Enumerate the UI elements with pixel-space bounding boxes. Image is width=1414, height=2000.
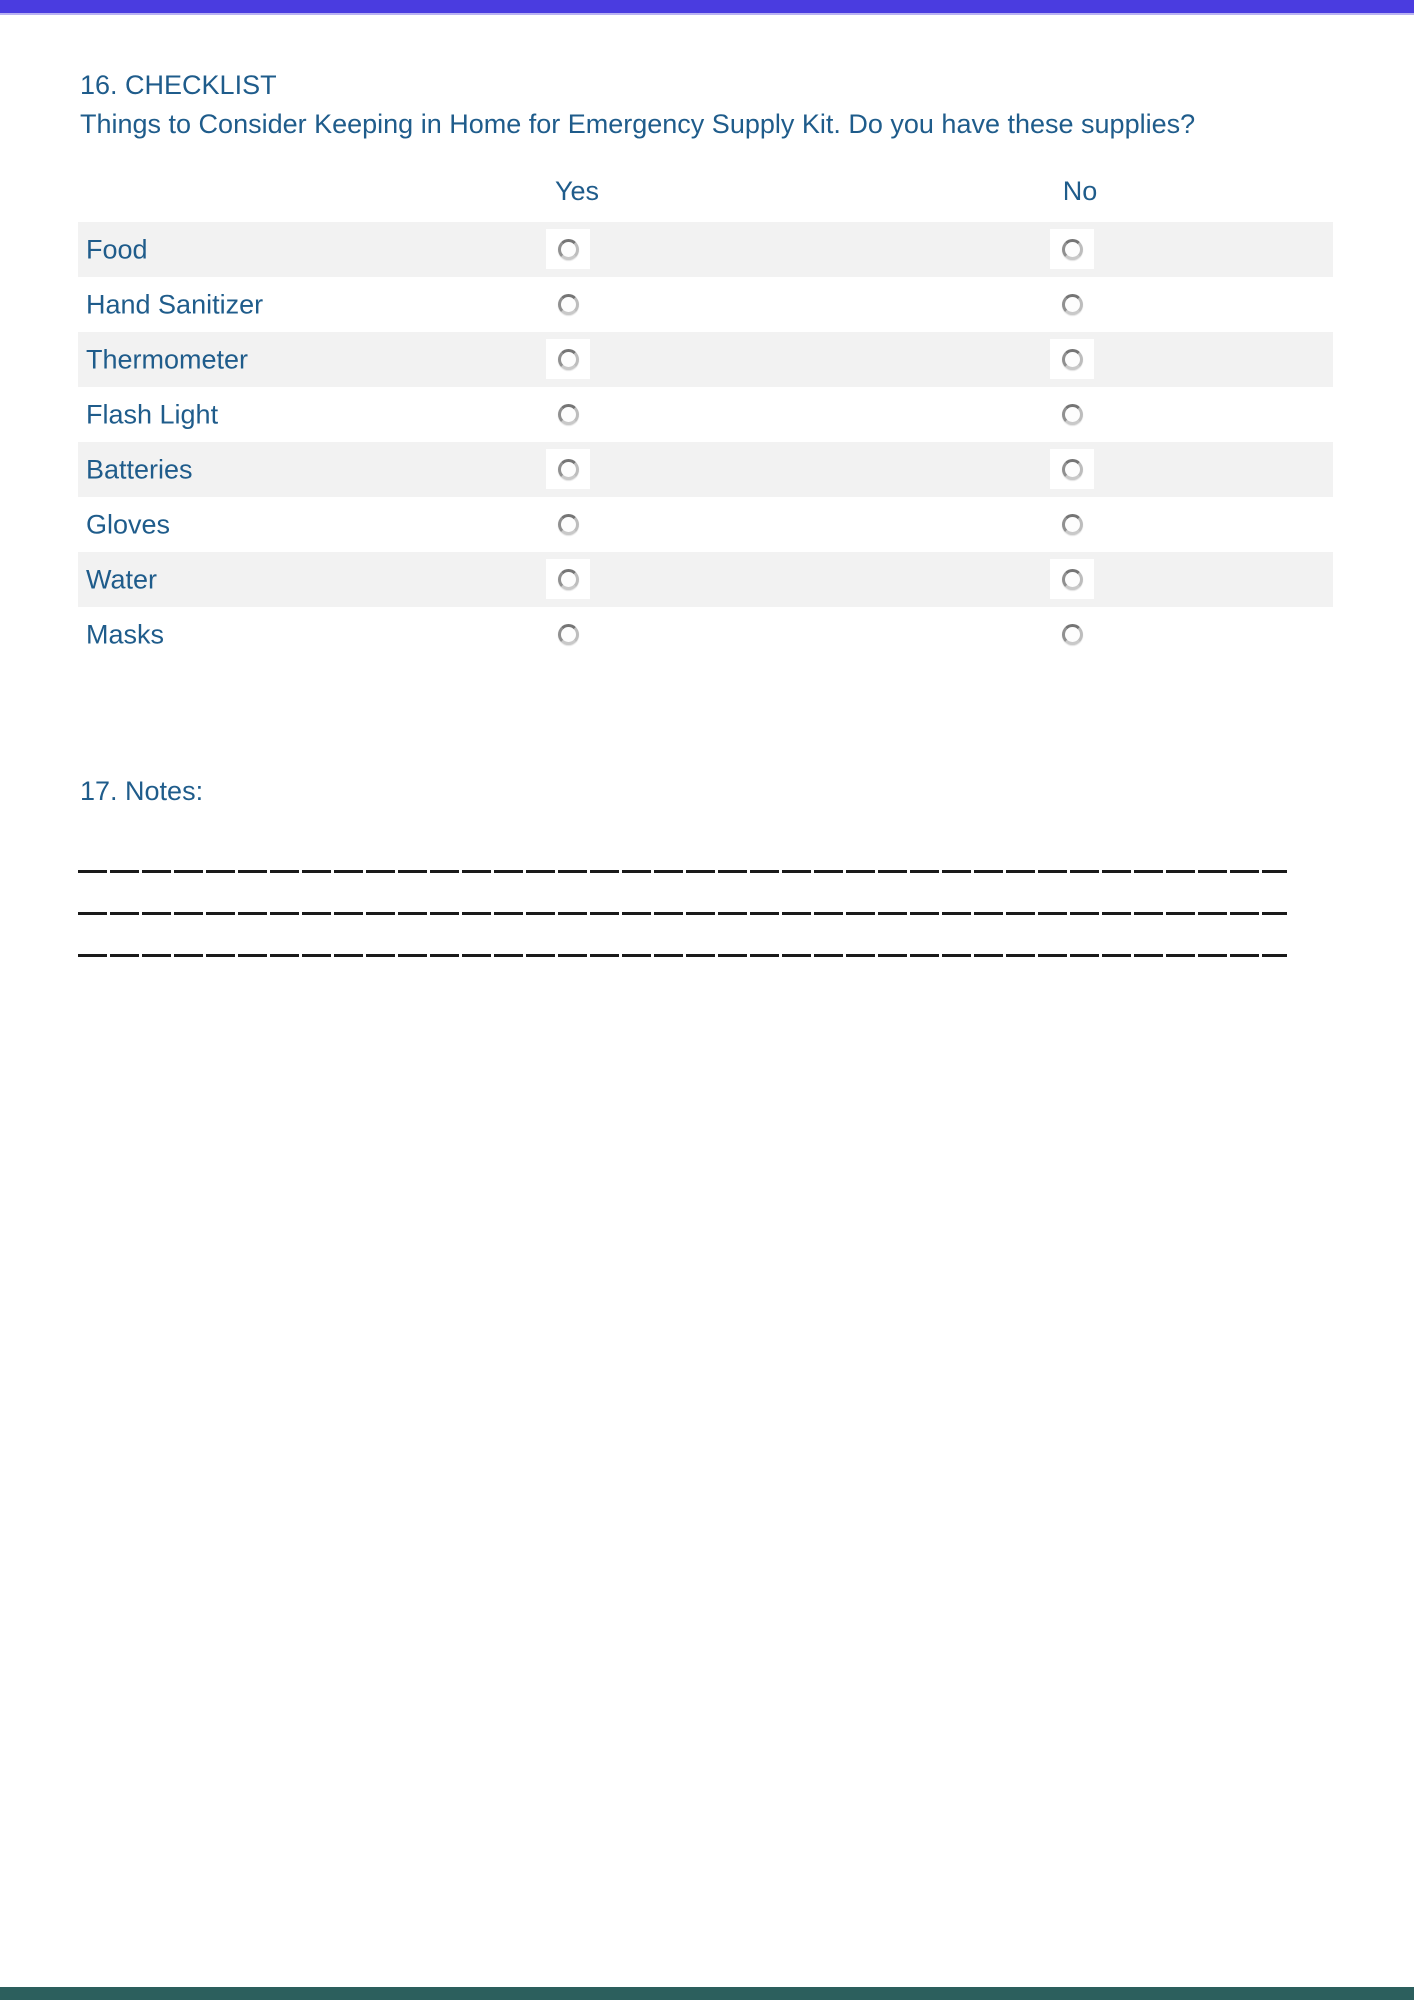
item-label: Gloves xyxy=(86,509,171,539)
table-row xyxy=(78,442,1333,497)
radio-button-icon[interactable] xyxy=(1062,514,1083,535)
notes-lines xyxy=(78,870,1287,996)
item-label: Food xyxy=(86,234,148,264)
bottom-accent-bar xyxy=(0,1987,1414,2000)
radio-yes[interactable] xyxy=(546,394,590,434)
radio-button-icon[interactable] xyxy=(558,514,579,535)
notes-line xyxy=(78,870,1287,873)
radio-button-icon[interactable] xyxy=(1062,459,1083,480)
table-row xyxy=(78,497,1333,552)
radio-yes[interactable] xyxy=(546,504,590,544)
radio-yes[interactable] xyxy=(546,559,590,599)
radio-button-icon[interactable] xyxy=(558,349,579,370)
item-label: Hand Sanitizer xyxy=(86,289,264,319)
table-row xyxy=(78,552,1333,607)
notes-title: 17. Notes: xyxy=(80,776,204,806)
table-row xyxy=(78,332,1333,387)
radio-button-icon[interactable] xyxy=(1062,624,1083,645)
item-label: Masks xyxy=(86,619,165,649)
notes-line xyxy=(78,912,1287,915)
radio-yes[interactable] xyxy=(546,449,590,489)
radio-button-icon[interactable] xyxy=(1062,404,1083,425)
checklist-heading xyxy=(80,66,1195,144)
radio-button-icon[interactable] xyxy=(558,404,579,425)
radio-no[interactable] xyxy=(1050,504,1094,544)
radio-no[interactable] xyxy=(1050,394,1094,434)
radio-yes[interactable] xyxy=(546,614,590,654)
radio-yes[interactable] xyxy=(546,229,590,269)
top-accent-bar xyxy=(0,0,1414,15)
radio-button-icon[interactable] xyxy=(1062,349,1083,370)
item-label: Water xyxy=(86,564,158,594)
radio-no[interactable] xyxy=(1050,449,1094,489)
radio-yes[interactable] xyxy=(546,284,590,324)
radio-button-icon[interactable] xyxy=(558,459,579,480)
radio-no[interactable] xyxy=(1050,229,1094,269)
notes-line xyxy=(78,954,1287,957)
table-header-row xyxy=(78,165,1333,222)
radio-button-icon[interactable] xyxy=(1062,569,1083,590)
radio-button-icon[interactable] xyxy=(1062,294,1083,315)
table-row xyxy=(78,277,1333,332)
column-header-yes: Yes xyxy=(554,176,600,206)
table-row xyxy=(78,607,1333,662)
radio-yes[interactable] xyxy=(546,339,590,379)
radio-button-icon[interactable] xyxy=(1062,239,1083,260)
table-row xyxy=(78,222,1333,277)
item-label: Thermometer xyxy=(86,344,249,374)
checklist-question: Things to Consider Keeping in Home for Emergency Supply Kit. Do you have these supplies? xyxy=(80,109,1196,139)
radio-button-icon[interactable] xyxy=(558,294,579,315)
radio-no[interactable] xyxy=(1050,559,1094,599)
radio-button-icon[interactable] xyxy=(558,569,579,590)
column-header-no: No xyxy=(1062,176,1098,206)
radio-no[interactable] xyxy=(1050,284,1094,324)
table-row xyxy=(78,387,1333,442)
radio-button-icon[interactable] xyxy=(558,624,579,645)
radio-button-icon[interactable] xyxy=(558,239,579,260)
checklist-table xyxy=(78,165,1333,662)
item-label: Flash Light xyxy=(86,399,219,429)
checklist-number-title: 16. CHECKLIST xyxy=(80,70,277,100)
radio-no[interactable] xyxy=(1050,339,1094,379)
radio-no[interactable] xyxy=(1050,614,1094,654)
item-label: Batteries xyxy=(86,454,193,484)
checklist-table-body xyxy=(78,222,1333,662)
